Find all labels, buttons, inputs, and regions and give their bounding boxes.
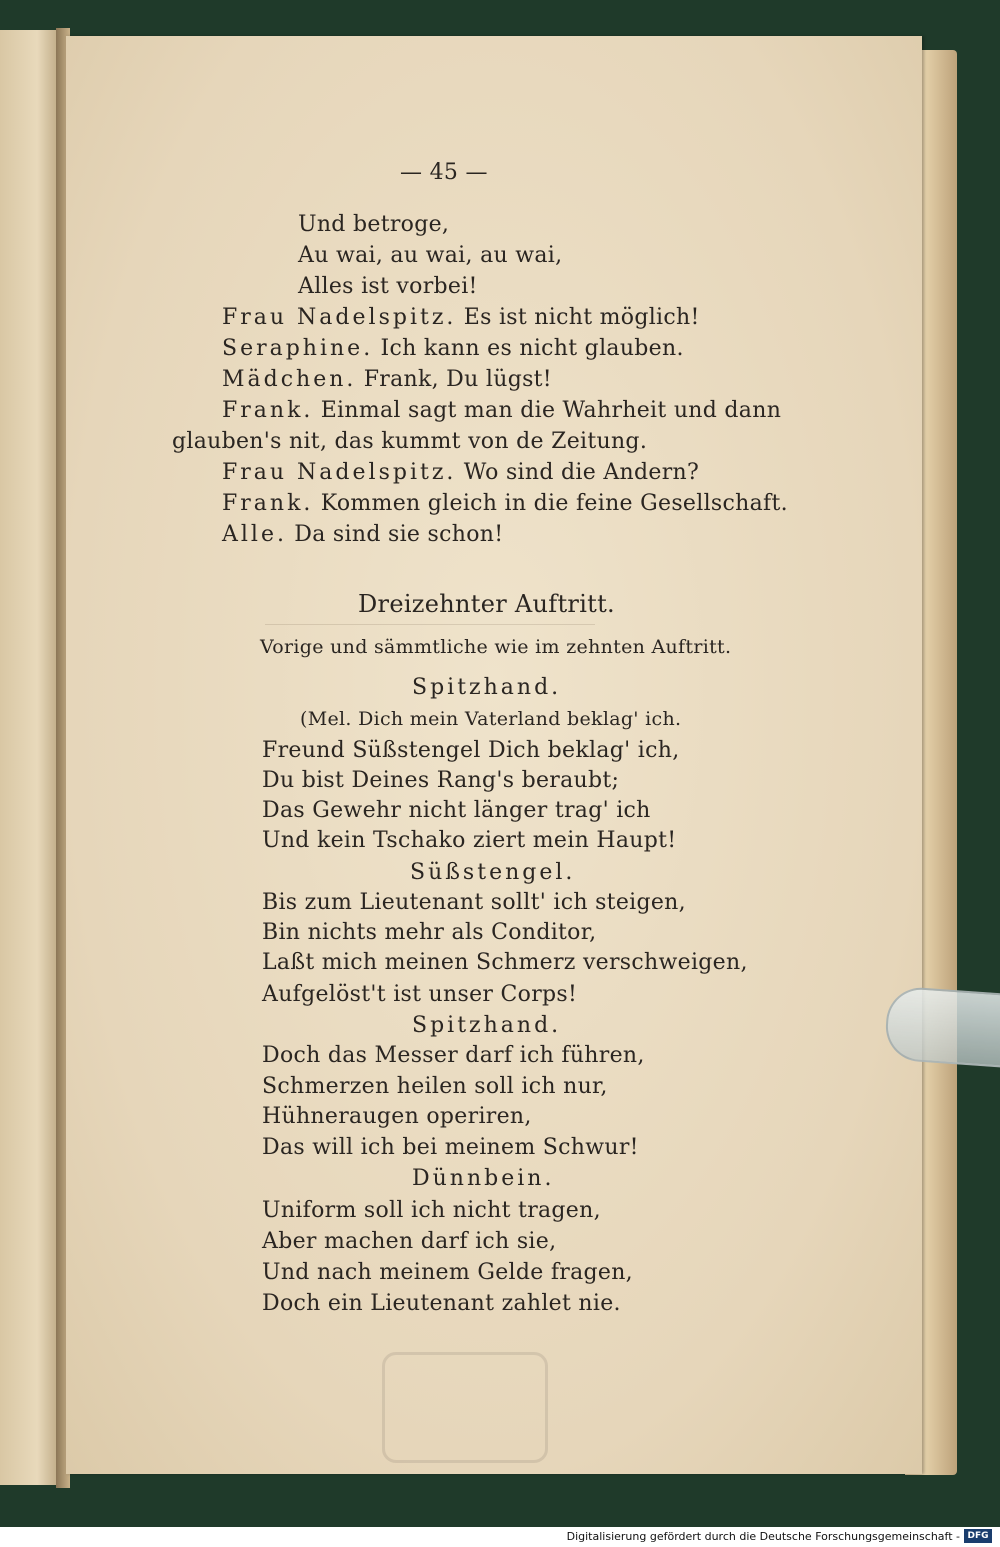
verse-line: Hühneraugen operiren, [262,1104,532,1129]
dialogue-text: Kommen gleich in die feine Gesellschaft. [320,491,788,516]
dialogue-text: Ich kann es nicht glauben. [380,336,684,361]
scene-heading: Dreizehnter Auftritt. [358,590,615,618]
song-speaker: Spitzhand. [412,675,562,700]
verse-line: Bis zum Lieutenant sollt' ich steigen, [262,890,686,915]
speaker-name: Frank. [222,491,314,516]
dialogue-line [222,367,552,392]
library-stamp [382,1352,548,1463]
song-speaker: Dünnbein. [412,1166,555,1191]
verse-line: Aufgelöst't ist unser Corps! [262,982,578,1007]
dialogue-line [222,491,788,516]
page-number: — 45 — [400,160,488,185]
verse-line: Das will ich bei meinem Schwur! [262,1135,639,1160]
verse-line: Freund Süßstengel Dich beklag' ich, [262,738,680,763]
verse-line: Das Gewehr nicht länger trag' ich [262,798,651,823]
song-speaker: Spitzhand. [412,1013,562,1038]
left-page-edge [0,30,62,1485]
speaker-name: Alle. [222,522,287,547]
verse-line: Laßt mich meinen Schmerz verschweigen, [262,950,748,975]
verse-line: Doch ein Lieutenant zahlet nie. [262,1291,621,1316]
verse-line: Bin nichts mehr als Conditor, [262,920,597,945]
speaker-name: Seraphine. [222,336,374,361]
funding-credit: Digitalisierung gefördert durch die Deutsche Forschungsgemeinschaft - [566,1530,960,1543]
dialogue-text: Da sind sie schon! [294,522,504,547]
dialogue-text: Es ist nicht möglich! [463,305,700,330]
verse-line: Schmerzen heilen soll ich nur, [262,1074,608,1099]
verse-line: Und nach meinem Gelde fragen, [262,1260,633,1285]
verse-line: Aber machen darf ich sie, [262,1229,557,1254]
dialogue-text: Frank, Du lügst! [363,367,552,392]
song-speaker: Süßstengel. [410,860,576,885]
page-clip-tab [884,985,1000,1068]
dialogue-continuation: glauben's nit, das kummt von de Zeitung. [172,429,648,454]
dialogue-text: Wo sind die Andern? [463,460,700,485]
verse-line: Uniform soll ich nicht tragen, [262,1198,601,1223]
verse-line: Au wai, au wai, au wai, [298,243,563,268]
dfg-logo-icon: DFG [964,1529,992,1543]
heading-divider [265,624,595,625]
dialogue-line [222,398,781,423]
verse-line: Und betroge, [298,212,450,237]
melody-note: (Mel. Dich mein Vaterland beklag' ich. [300,708,682,730]
speaker-name: Mädchen. [222,367,357,392]
verse-line: Alles ist vorbei! [298,274,478,299]
dialogue-text: Einmal sagt man die Wahrheit und dann [320,398,782,423]
verse-line: Und kein Tschako ziert mein Haupt! [262,828,677,853]
speaker-name: Frau Nadelspitz. [222,460,457,485]
stage-direction: Vorige und sämmtliche wie im zehnten Auftritt. [260,636,732,658]
speaker-name: Frau Nadelspitz. [222,305,457,330]
verse-line: Du bist Deines Rang's beraubt; [262,768,620,793]
verse-line: Doch das Messer darf ich führen, [262,1043,645,1068]
dialogue-line [222,305,700,330]
speaker-name: Frank. [222,398,314,423]
dialogue-line [222,336,684,361]
dialogue-line [222,522,503,547]
dialogue-line [222,460,699,485]
